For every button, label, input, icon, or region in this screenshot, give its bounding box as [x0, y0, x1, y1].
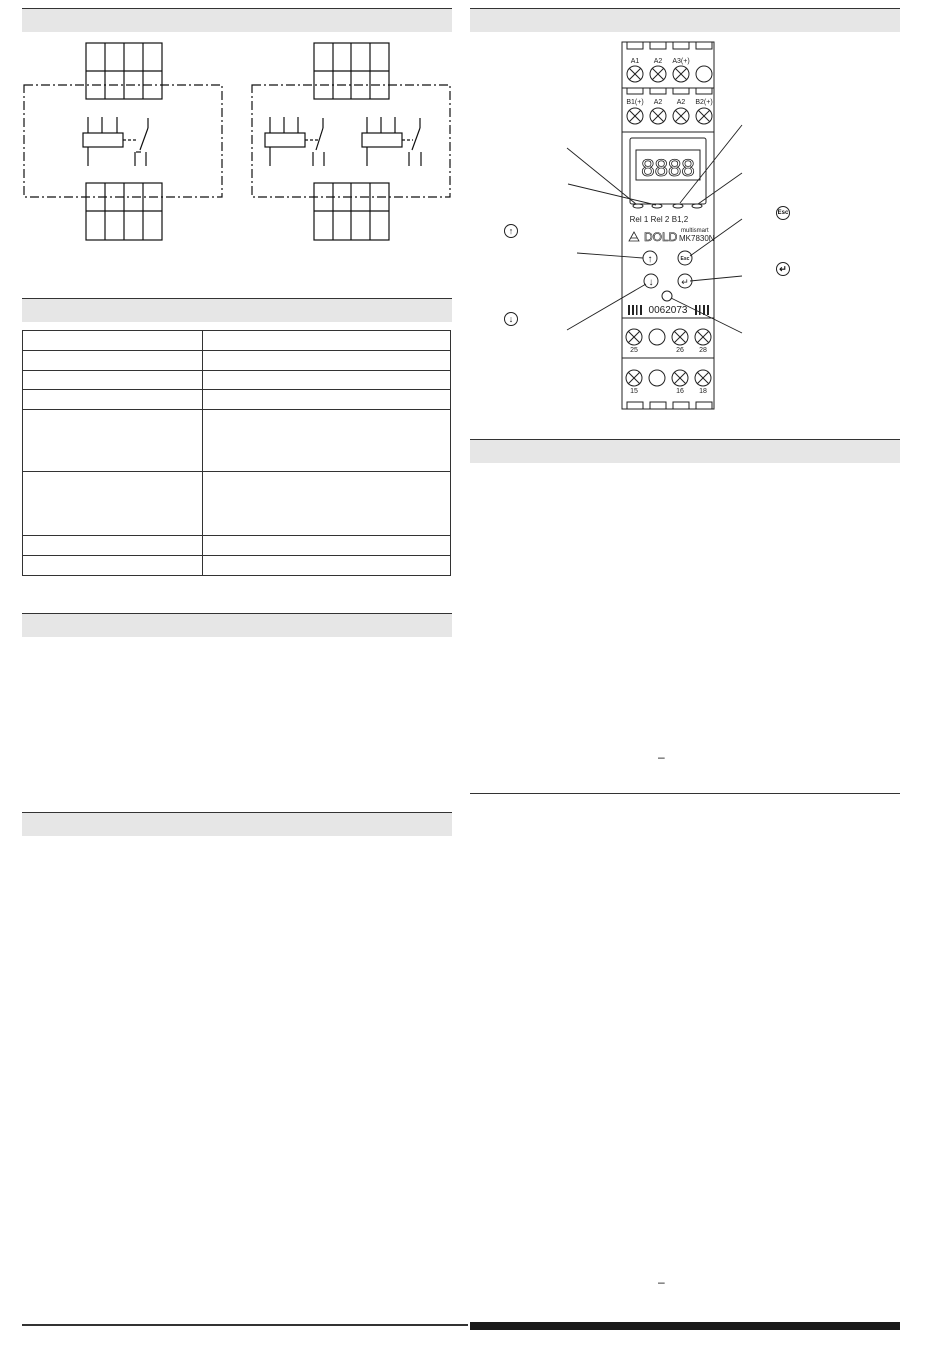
section-rule-right [470, 793, 900, 794]
table-row [23, 351, 451, 371]
subbrand-label: multismart [681, 228, 709, 234]
front-up-arrow-glyph: ↑ [647, 254, 653, 265]
serial-number: 0062073 [648, 305, 688, 316]
model-label: MK7830N [679, 234, 715, 243]
table-row [23, 331, 451, 351]
brand-logo-text: DOLD [644, 230, 678, 244]
section-header-standard-type [22, 613, 452, 637]
terminal-screws-top-row2 [627, 108, 712, 124]
down-arrow-button-icon: ↓ [504, 312, 518, 326]
table-row [23, 556, 451, 576]
manufacturer-logo-icon [629, 232, 639, 241]
dash-mark-1: – [658, 750, 665, 764]
technical-data-table [22, 330, 451, 576]
footer-bar-right [470, 1322, 900, 1330]
up-arrow-button-icon: ↑ [504, 224, 518, 238]
front-esc-glyph: Esc [680, 256, 690, 262]
section-header-technical-data [22, 298, 452, 322]
led-label-rel1: Rel 1 [629, 215, 649, 224]
table-row [23, 410, 451, 472]
front-status-led [662, 291, 672, 301]
terminal-label-b2: B2(+) [695, 99, 713, 106]
terminal-label-25: 25 [630, 347, 638, 354]
front-enter-glyph: ↵ [681, 277, 689, 287]
section-header-front-view [470, 8, 900, 32]
terminal-label-a1: A1 [630, 58, 640, 65]
table-row [23, 536, 451, 556]
relay-coil-right-2 [362, 133, 402, 147]
relay-coil-right-1 [265, 133, 305, 147]
section-header-notes [470, 439, 900, 463]
status-leds [633, 204, 702, 208]
terminal-screws-bottom-row2 [626, 370, 711, 386]
terminal-label-26: 26 [676, 347, 684, 354]
table-row [23, 390, 451, 410]
terminal-label-28: 28 [699, 347, 707, 354]
device-enclosure-right [252, 85, 450, 197]
terminal-label-a2: A2 [653, 58, 663, 65]
terminal-label-16: 16 [676, 388, 684, 395]
connection-diagram [0, 0, 470, 300]
esc-button-icon: Esc [776, 206, 790, 220]
table-row [23, 371, 451, 390]
terminal-label-a3: A3(+) [672, 58, 690, 65]
footer-rule-left [22, 1324, 468, 1326]
led-label-b12: B1,2 [671, 215, 689, 224]
terminal-label-a2b: A2 [653, 99, 663, 106]
display-digits: 8888 [641, 155, 695, 182]
led-label-rel2: Rel 2 [650, 215, 670, 224]
terminal-screws-bottom-row1 [626, 329, 711, 345]
table-row [23, 472, 451, 536]
device-front-view [470, 30, 900, 415]
dash-mark-2: – [658, 1275, 665, 1289]
terminal-screws-top-row1 [627, 66, 712, 82]
enter-button-icon: ↵ [776, 262, 790, 276]
relay-coil-left [83, 133, 123, 147]
terminal-label-b1: B1(+) [626, 99, 644, 106]
terminal-label-15: 15 [630, 388, 638, 395]
front-down-arrow-glyph: ↓ [648, 277, 654, 288]
section-header-ordering-example [22, 812, 452, 836]
terminal-label-a2c: A2 [676, 99, 686, 106]
terminal-label-18: 18 [699, 388, 707, 395]
